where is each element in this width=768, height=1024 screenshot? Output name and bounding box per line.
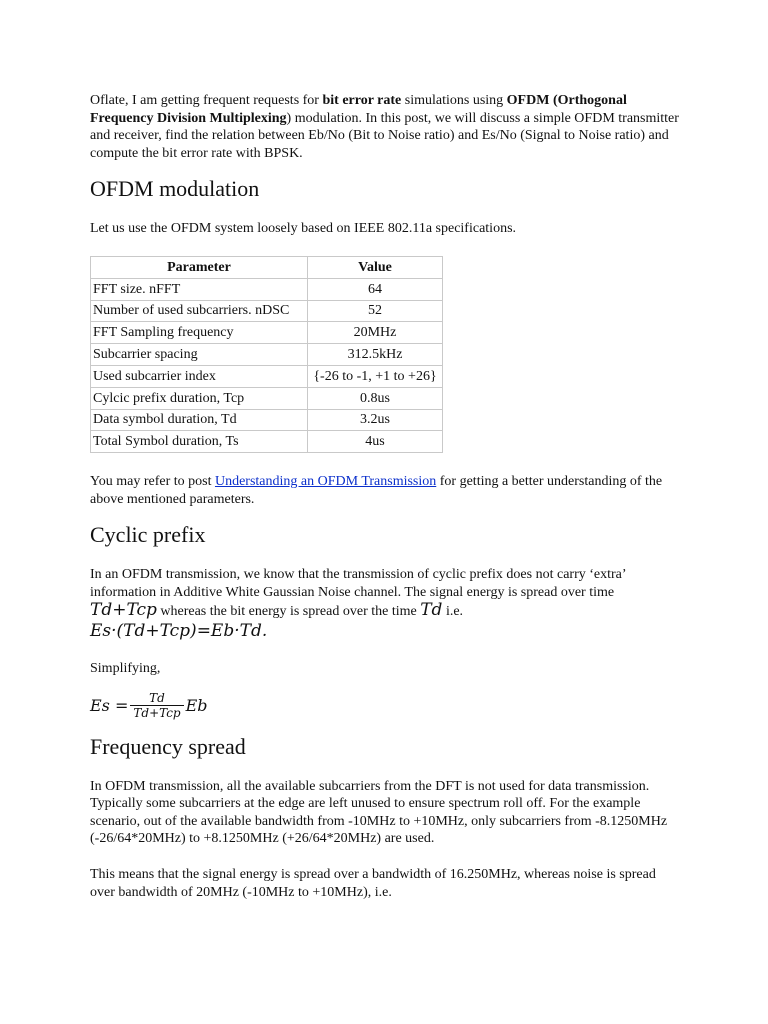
frequency-paragraph-1: In OFDM transmission, all the available subcarriers from the DFT is not used for data transmission. Typically some subcarriers at the edge are left unused to ensure spectrum roll off. For the example scenario, out of the available bandwidth from -10MHz to +10MHz, only subcarriers from -8.1250MHz (-26/64*20MHz) to +8.1250MHz (+26/64*20MHz) are used. bbox=[90, 778, 668, 847]
param-value: 4us bbox=[308, 431, 443, 453]
cyclic-text: In an OFDM transmission, we know that the transmission of cyclic prefix does not carry ‘extra’ information in Additive White Gaussian Noise channel. The signal energy is spread over time bbox=[90, 567, 626, 600]
param-name: FFT Sampling frequency bbox=[91, 322, 308, 344]
param-name: FFT size. nFFT bbox=[91, 278, 308, 300]
table-row bbox=[91, 409, 443, 431]
cyclic-text: whereas the bit energy is spread over the time bbox=[156, 603, 421, 619]
header-value: Value bbox=[308, 256, 443, 278]
equation-es bbox=[90, 692, 680, 720]
param-name: Data symbol duration, Td bbox=[91, 409, 308, 431]
intro-paragraph bbox=[90, 92, 680, 162]
heading-ofdm-modulation: OFDM modulation bbox=[90, 176, 260, 202]
parameter-table bbox=[90, 256, 443, 453]
param-name: Total Symbol duration, Ts bbox=[91, 431, 308, 453]
ofdm-paragraph: Let us use the OFDM system loosely based on IEEE 802.11a specifications. bbox=[90, 221, 517, 237]
intro-text: Oflate, I am getting frequent requests for bbox=[90, 93, 323, 108]
header-parameter: Parameter bbox=[91, 256, 308, 278]
bold-bit-error-rate: bit error rate bbox=[322, 93, 402, 108]
table-row bbox=[91, 431, 443, 453]
param-name: Used subcarrier index bbox=[91, 365, 308, 387]
heading-cyclic-prefix: Cyclic prefix bbox=[90, 522, 206, 548]
frequency-paragraph-2: This means that the signal energy is spread over a bandwidth of 16.250MHz, whereas noise is spread over bandwidth of 20MHz (-10MHz to +10MHz), i.e. bbox=[90, 867, 656, 900]
param-value: 20MHz bbox=[308, 322, 443, 344]
intro-text: ) modulation. In this post, we will discuss a simple OFDM transmitter and receiver, find the relation between Eb/No (Bit to Noise ratio) and Es/No (Signal to Noise ratio) and compute the bit error rate with BPSK. bbox=[90, 110, 679, 161]
table-row bbox=[91, 300, 443, 322]
cyclic-text: i.e. bbox=[442, 603, 464, 619]
equation-energy: Es·(Td+Tcp)=Eb·Td. bbox=[90, 621, 268, 642]
heading-frequency-spread: Frequency spread bbox=[90, 733, 246, 759]
intro-text: simulations using bbox=[401, 93, 507, 108]
param-value: 3.2us bbox=[308, 409, 443, 431]
param-value: 64 bbox=[308, 278, 443, 300]
table-header-row bbox=[91, 256, 443, 278]
param-value: {-26 to -1, +1 to +26} bbox=[308, 365, 443, 387]
param-name: Subcarrier spacing bbox=[91, 344, 308, 366]
link-understanding-ofdm[interactable]: Understanding an OFDM Transmission bbox=[214, 474, 437, 490]
math-td: Td bbox=[420, 599, 443, 620]
refer-paragraph bbox=[90, 473, 680, 508]
param-value: 312.5kHz bbox=[308, 344, 443, 366]
table-row bbox=[91, 278, 443, 300]
eq-lhs: Es = bbox=[90, 696, 129, 716]
simplifying-text: Simplifying, bbox=[90, 661, 161, 677]
table-row bbox=[91, 387, 443, 409]
refer-text: for getting a better understanding of the above mentioned parameters. bbox=[90, 474, 663, 507]
eq-rhs: Eb bbox=[185, 696, 208, 716]
math-td-plus-tcp: Td+Tcp bbox=[90, 599, 157, 620]
param-value: 52 bbox=[308, 300, 443, 322]
table-row bbox=[91, 365, 443, 387]
article bbox=[90, 92, 680, 901]
param-name: Number of used subcarriers. nDSC bbox=[91, 300, 308, 322]
cyclic-paragraph bbox=[90, 566, 680, 620]
param-name: Cylcic prefix duration, Tcp bbox=[91, 387, 308, 409]
eq-fraction bbox=[130, 692, 183, 720]
eq-denominator: Td+Tcp bbox=[130, 705, 183, 720]
param-value: 0.8us bbox=[308, 387, 443, 409]
table-row bbox=[91, 344, 443, 366]
eq-numerator: Td bbox=[149, 690, 165, 705]
bold-ofdm: OFDM (Orthogonal Frequency Division Multiplexing bbox=[90, 93, 627, 126]
table-row bbox=[91, 322, 443, 344]
refer-text: You may refer to post bbox=[90, 474, 215, 490]
